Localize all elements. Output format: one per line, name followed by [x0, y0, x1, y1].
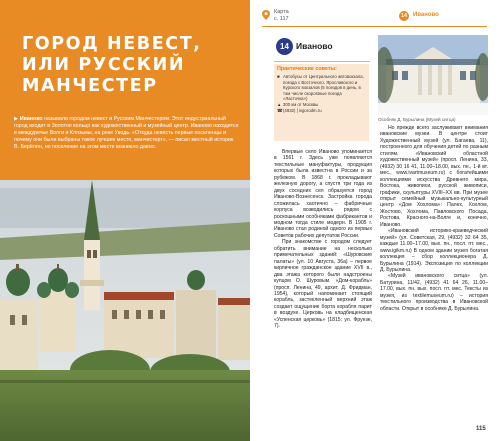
- paragraph: «Ивановский историко-краеведческий музей» (ул. Советская, 29, (4932) 32 64 35, каждые 11.00–17.00, вых. пн., посл. пт. мес., www.igikm.ru) В одном здании музея богатая коллекция – сбор коллекционера Д. Бурылина (1914). Экспозиция по коллекции Д. Бурылина.: [380, 228, 488, 273]
- page-number: 115: [476, 426, 486, 432]
- text-column-2: [380, 125, 488, 312]
- distance-icon: ▲: [277, 101, 282, 107]
- tip-text: 300 км от Москвы: [283, 101, 319, 107]
- practical-tips: [274, 64, 369, 141]
- kremlin-photo: [0, 180, 250, 441]
- right-page: [250, 0, 500, 441]
- map-label: Карта: [274, 9, 289, 15]
- tip-text: (4932) | ivgorodm.ru: [283, 107, 322, 113]
- section-number: 14: [276, 38, 293, 55]
- tips-list: [277, 74, 367, 113]
- photo-caption: Особняк Д. Бурылина (Музей ситца): [378, 117, 456, 122]
- tips-title: Практические советы:: [277, 66, 337, 72]
- header-name: Иваново: [413, 12, 439, 18]
- header-badge: 14: [400, 13, 408, 19]
- page-title: [22, 34, 237, 97]
- burylin-mansion-photo: [378, 35, 488, 115]
- title-line-1: ГОРОД НЕВЕСТ,: [22, 34, 202, 54]
- paragraph: «Музей ивановского ситца» (ул. Батурина, 11/42, (4932) 41 64 26, 11.00–17.00, вых. пн. вых. посл. пт. мес. Тексты из музея, из textilemuseum.ru) – история текстильного производства в Ивановской области. Открыт в особняке Д. Бурылина.: [380, 273, 488, 312]
- intro-text: [14, 116, 239, 151]
- tip-item: [277, 108, 367, 114]
- header-divider: [262, 26, 487, 27]
- tip-item: [277, 74, 367, 102]
- phone-icon: ☎: [277, 107, 283, 113]
- paragraph: При знакомстве с городом следует обратить внимание на несколько примечательных зданий: «Шуровские палаты» (ул. 10 Августа, 36а) – первое кирпичное гражданское здание XVII в., два этажа которого были надстроены купцом О. Шуровым. «Дом-корабль» (просп. Ленина, 49, архит. Д. Фридман, 1954), который напоминает стоящий корабль, застекленный верхний этаж создает ощущение борта корабля парит в воздухе. Церковь на кладбищенская «Успенская церковь» (1815; ул. Фрунзе, 7).: [274, 239, 372, 330]
- tip-text: Автобусы от Центрального автовокзала, поезда с Восточного, Ярославского и Курского вокзалов (5 поездов в день, в том числе скорostные поезда «Ласточка»): [283, 74, 364, 102]
- intro-body: называли городом невест и Русским Манчестером. Этот индустриальный город входит в Золотое кольцо как художественный и музейный центр. Иваново находится в междуречье Волги и Клязьмы, на реке Уводь. «Откуда невесть первые поселенцы и почему они были выбраны такое лучшее место, манчестерт», — писал местный историк В. Берёлин, но поселение на этом месте возникло давно.: [14, 116, 239, 151]
- paragraph: Но прежде всего заслуживают внимания ивановские музеи. В центре стоит Художественный музей (ул. Багаева, 11), построенного для обучения детей по разным стилям. «Ивановский областной художественный музей» (просп. Ленина, 33, (4932) 30 16 41, 11.00–18.00, вых. пн., 1-й вт. мес., www.ivartmuseum.ru) с богатейшими коллекциями искусства Древнего мира, Востока, живописи, русской живописи, графики, скульптуры XVIII–XX вв. При музее открыт семейный музыкально-культурный центр «Дом Хохлома»: Палех, Хохлом, Жостово, Хохлома, Павловского Посада, Ростова, Краснoго-на-Волге и, конечно, Иваново.: [380, 125, 488, 228]
- bus-icon: ■: [277, 74, 280, 79]
- map-pin-icon: [262, 10, 270, 20]
- title-line-2: ИЛИ РУССКИЙ: [22, 55, 186, 75]
- section-title: Иваново: [296, 41, 333, 51]
- section-divider: [274, 61, 370, 62]
- map-page: с. 117: [274, 15, 289, 22]
- intro-bold: Иваново: [19, 116, 43, 122]
- paragraph: Впервые село Иваново упоминается в 1561 г. Здесь уже появляются текстильные мануфактуры, продукция которых была известна в России и за рубежом. В 1868 г. прокладывают железную дорогу, а спустя три года из двух соседних сел образуется город Иваново-Вознесенск. Застройка города сложилась хаотично – фабричные корпуса возводились рядом с роскошными особняками фабрикантов и модном тогда стиле модерн. В 1905 г. Иваново стал родиной одного из первых Советов рабочих депутатов России.: [274, 149, 372, 239]
- title-line-3: МАНЧЕСТЕР: [22, 76, 158, 96]
- bullet-triangle-icon: ▶: [14, 116, 18, 122]
- map-reference: [274, 9, 289, 22]
- text-column-1: [274, 149, 372, 330]
